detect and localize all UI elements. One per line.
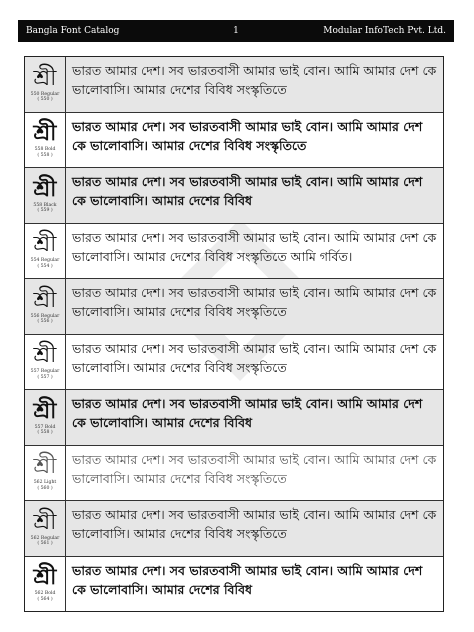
- font-info: [25, 501, 66, 556]
- font-name: 558 Bold: [34, 147, 56, 153]
- font-sample-text: ভারত আমার দেশ। সব ভারতবাসী আমার ভাই বোন। আমি আমার দেশ কে ভালোবাসি। আমার দেশের বিবিধ সংস্কৃতিতে: [72, 285, 437, 319]
- font-info: [25, 279, 66, 334]
- font-glyph: শ্রী: [33, 65, 57, 91]
- font-name: 562 Bold: [34, 591, 56, 597]
- catalog-title: Bangla Font Catalog: [26, 26, 120, 36]
- font-info: [25, 57, 66, 112]
- font-info: [25, 168, 66, 223]
- font-name: 557 Regular: [30, 369, 60, 375]
- font-sample-text: ভারত আমার দেশ। সব ভারতবাসী আমার ভাই বোন। আমি আমার দেশ কে ভালোবাসি। আমার দেশের বিবিধ: [72, 174, 423, 208]
- font-row: [25, 113, 443, 169]
- font-info: [25, 335, 66, 390]
- page-number: 1: [233, 26, 239, 36]
- font-glyph: শ্রী: [33, 121, 57, 147]
- font-glyph: শ্রী: [33, 565, 57, 591]
- font-row: [25, 335, 443, 391]
- font-row: [25, 168, 443, 224]
- font-code: ( 558 ): [37, 152, 53, 158]
- font-name: 557 Bold: [34, 424, 56, 430]
- font-name: 562 Light: [33, 480, 57, 486]
- font-glyph: শ্রী: [33, 398, 57, 424]
- font-row: [25, 501, 443, 557]
- font-info: [25, 446, 66, 501]
- font-name: 558 Black: [33, 202, 57, 208]
- font-sample-text: ভারত আমার দেশ। সব ভারতবাসী আমার ভাই বোন। আমি আমার দেশ কে ভালোবাসি। আমার দেশের বিবিধ সংস্কৃতিতে: [72, 451, 437, 486]
- font-catalog-table: [24, 56, 444, 612]
- font-row: [25, 57, 443, 113]
- font-code: ( 554 ): [37, 263, 53, 269]
- font-info: [25, 224, 66, 279]
- header-bar: [18, 20, 454, 42]
- font-code: ( 556 ): [37, 319, 53, 325]
- font-name: 562 Regular: [30, 535, 60, 541]
- font-code: ( 559 ): [37, 208, 53, 214]
- font-glyph: শ্রী: [33, 232, 57, 258]
- font-name: 554 Regular: [30, 258, 60, 264]
- font-sample-text: ভারত আমার দেশ। সব ভারতবাসী আমার ভাই বোন। আমি আমার দেশ কে ভালোবাসি। আমার দেশের বিবিধ সংস্কৃতিতে: [72, 63, 437, 97]
- font-code: ( 558 ): [37, 430, 53, 436]
- font-row: [25, 390, 443, 446]
- font-name: 550 Regular: [30, 91, 60, 97]
- font-glyph: শ্রী: [33, 454, 57, 480]
- font-info: [25, 557, 66, 612]
- font-row: [25, 279, 443, 335]
- font-sample-text: ভারত আমার দেশ। সব ভারতবাসী আমার ভাই বোন। আমি আমার দেশ কে ভালোবাসি। আমার দেশের বিবিধ সংস্কৃতিতে: [72, 340, 437, 375]
- font-glyph: শ্রী: [33, 343, 57, 369]
- font-sample-text: ভারত আমার দেশ। সব ভারতবাসী আমার ভাই বোন। আমি আমার দেশ কে ভালোবাসি। আমার দেশের বিবিধ সংস্কৃতিতে: [72, 507, 437, 541]
- font-sample-text: ভারত আমার দেশ। সব ভারতবাসী আমার ভাই বোন। আমি আমার দেশ কে ভালোবাসি। আমার দেশের বিবিধ: [72, 396, 423, 430]
- font-code: ( 561 ): [37, 541, 53, 547]
- font-code: ( 564 ): [37, 596, 53, 602]
- font-sample-text: ভারত আমার দেশ। সব ভারতবাসী আমার ভাই বোন। আমি আমার দেশ কে ভালোবাসি। আমার দেশের বিবিধ সংস্কৃতিতে: [72, 118, 423, 153]
- font-code: ( 557 ): [37, 374, 53, 380]
- company-name: Modular InfoTech Pvt. Ltd.: [323, 26, 446, 36]
- font-row: [25, 224, 443, 280]
- font-code: ( 560 ): [37, 485, 53, 491]
- font-info: [25, 113, 66, 168]
- font-info: [25, 390, 66, 445]
- font-glyph: শ্রী: [33, 509, 57, 535]
- font-name: 556 Regular: [30, 313, 60, 319]
- font-code: ( 550 ): [37, 97, 53, 103]
- font-glyph: শ্রী: [33, 287, 57, 313]
- font-glyph: শ্রী: [33, 176, 57, 202]
- font-row: [25, 446, 443, 502]
- font-sample-text: ভারত আমার দেশ। সব ভারতবাসী আমার ভাই বোন। আমি আমার দেশ কে ভালোবাসি। আমার দেশের বিবিধ সংস্কৃতিতে আমি গর্বিত।: [72, 229, 437, 264]
- font-row: [25, 557, 443, 612]
- font-sample-text: ভারত আমার দেশ। সব ভারতবাসী আমার ভাই বোন। আমি আমার দেশ কে ভালোবাসি। আমার দেশের বিবিধ: [72, 562, 423, 597]
